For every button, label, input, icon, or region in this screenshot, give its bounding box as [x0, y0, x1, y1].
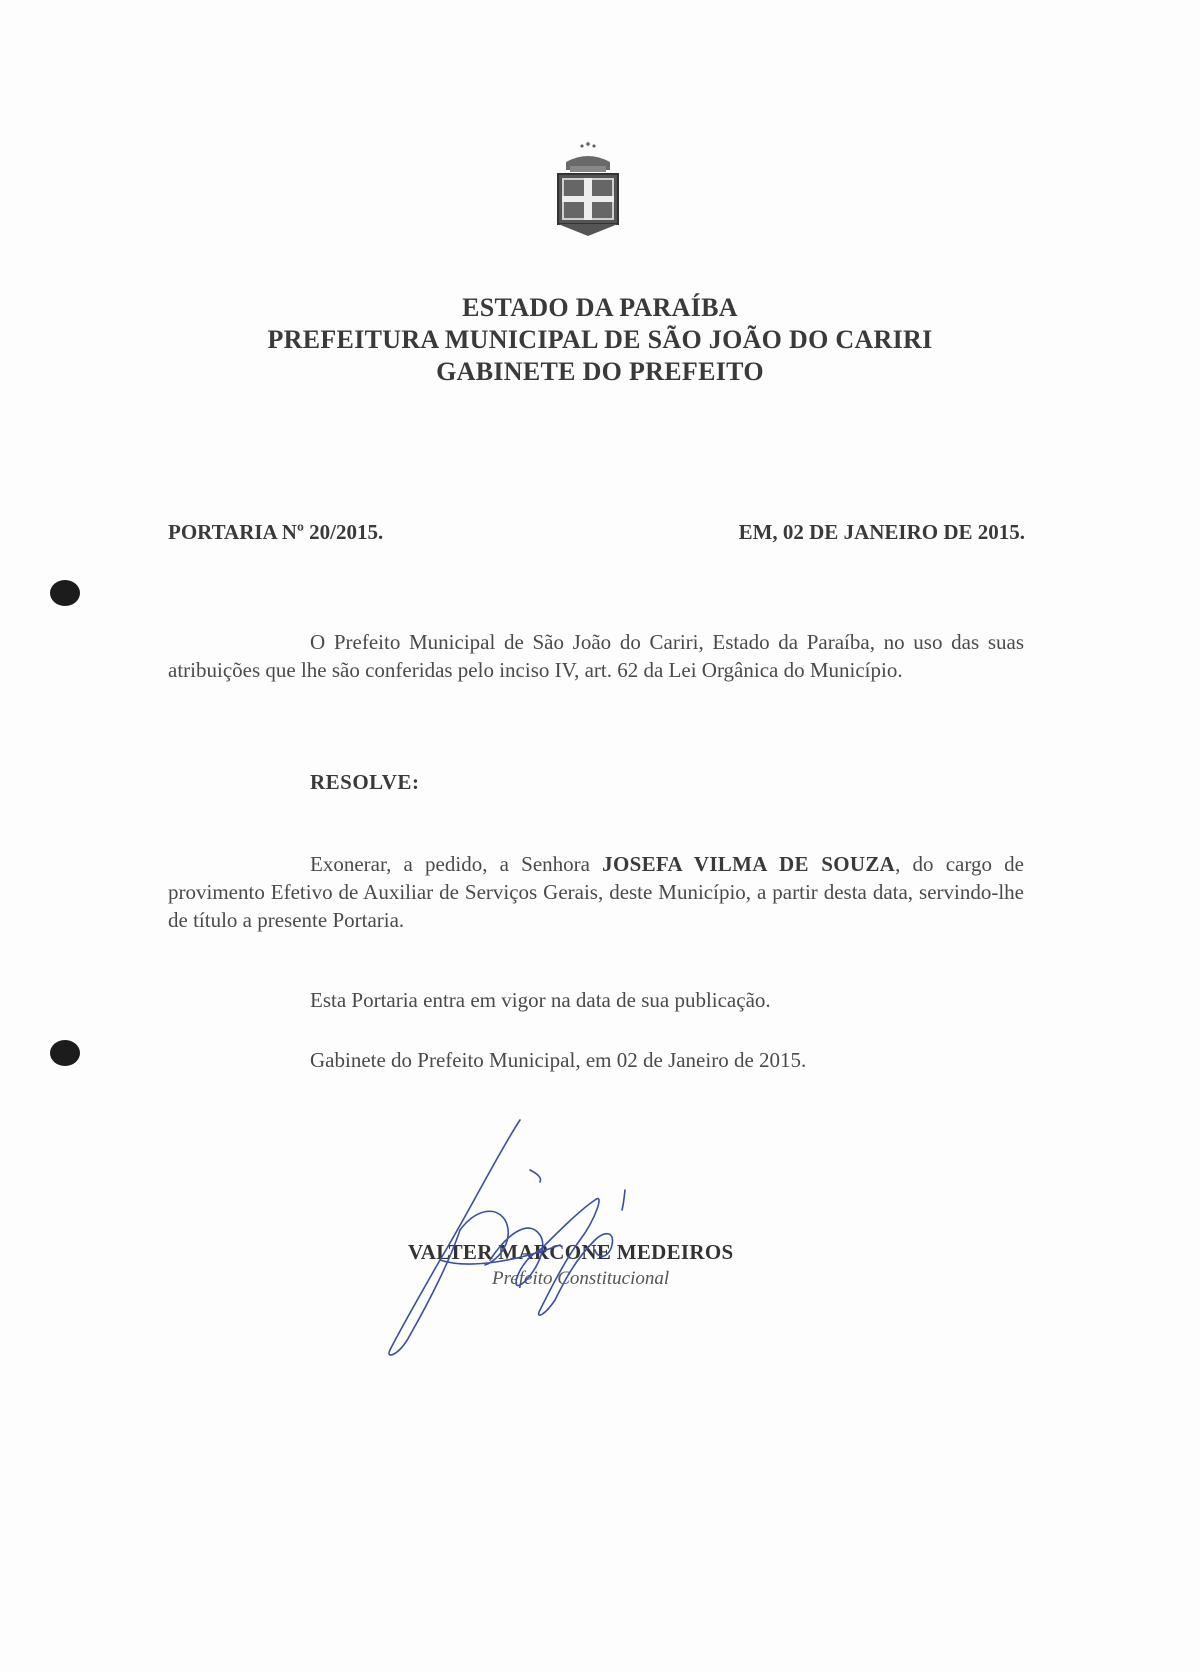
decision-person-name: JOSEFA VILMA DE SOUZA — [602, 852, 896, 876]
signatory-title: Prefeito Constitucional — [492, 1268, 670, 1289]
punch-hole-top — [50, 580, 80, 606]
punch-hole-bottom — [50, 1040, 80, 1066]
intro-text: O Prefeito Municipal de São João do Cariri, Estado da Paraíba, no uso das suas atribuições que lhe são conferidas pelo inciso IV, art. 62 da Lei Orgânica do Município. — [168, 630, 1024, 682]
signatory-name: VALTER MARCONE MEDEIROS — [408, 1240, 734, 1264]
header-gabinete: GABINETE DO PREFEITO — [436, 357, 764, 386]
header-state: ESTADO DA PARAÍBA — [462, 293, 738, 322]
gabinete-text: Gabinete do Prefeito Municipal, em 02 de Janeiro de 2015. — [310, 1048, 807, 1072]
portaria-number: PORTARIA Nº 20/2015. — [168, 520, 384, 544]
document-header — [0, 292, 1200, 388]
portaria-date: EM, 02 DE JANEIRO DE 2015. — [738, 520, 1025, 544]
handwritten-signature — [380, 1110, 680, 1360]
decision-text-post: , do cargo de provimento Efetivo de Auxiliar de Serviços Gerais, deste Município, a partir desta data, servindo-lhe de título a presente Portaria. — [168, 852, 1025, 932]
decision-text-pre: Exonerar, a pedido, a Senhora — [310, 852, 590, 876]
vigor-text: Esta Portaria entra em vigor na data de sua publicação. — [310, 988, 771, 1012]
intro-paragraph — [168, 628, 1024, 684]
coat-of-arms-icon — [552, 140, 624, 250]
header-prefeitura: PREFEITURA MUNICIPAL DE SÃO JOÃO DO CARIRI — [267, 325, 933, 354]
resolve-heading: RESOLVE: — [310, 770, 420, 794]
decision-paragraph — [168, 850, 1024, 934]
